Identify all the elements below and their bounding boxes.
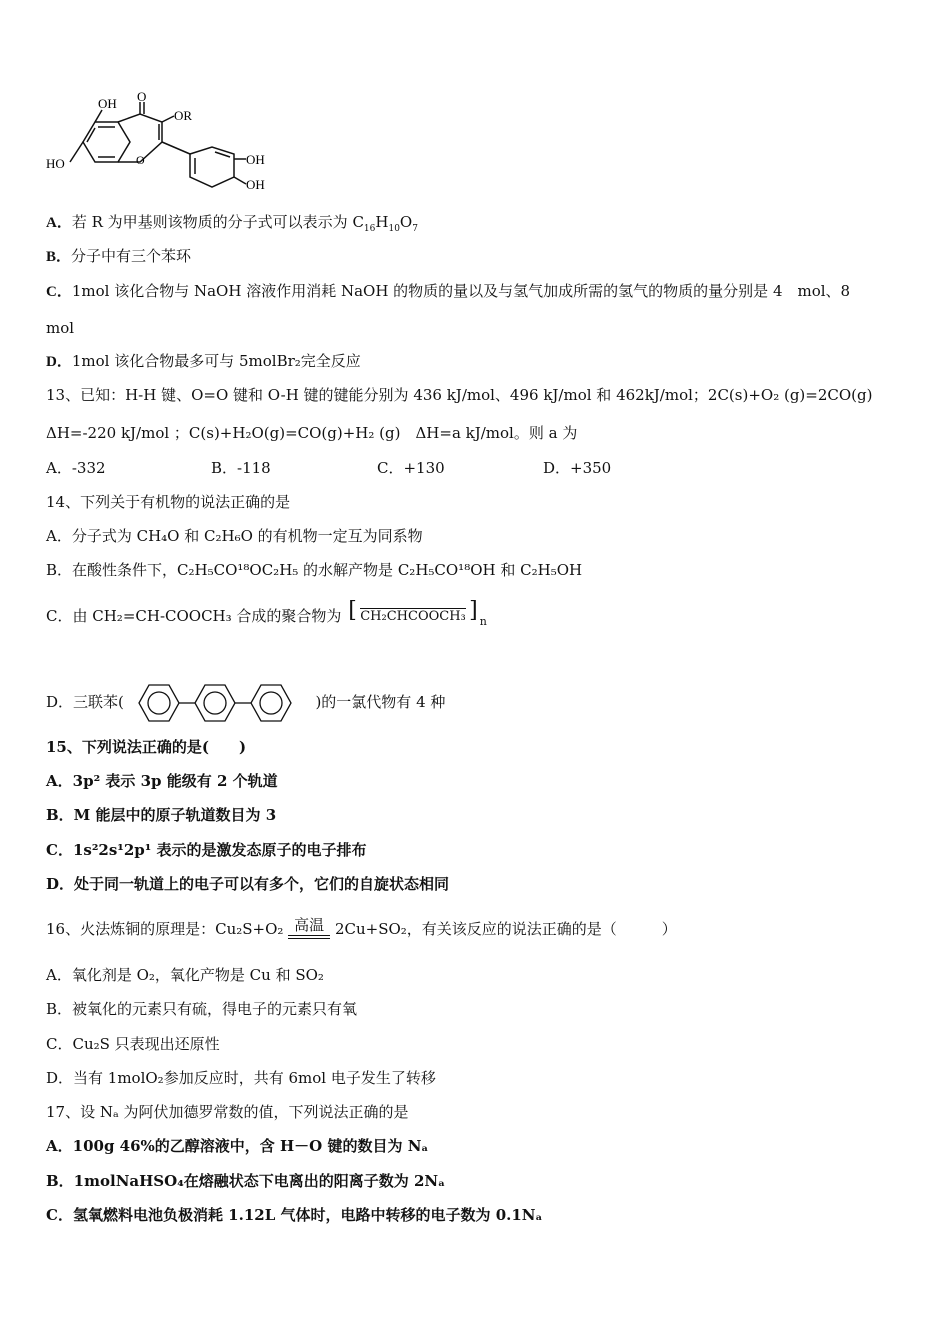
ketone-o-label: O <box>137 92 147 104</box>
polymer-formula: [ CH₂CHCOOCH₃ ] <box>348 598 478 624</box>
q15-stem: 15、下列说法正确的是( ) <box>46 738 247 756</box>
q15-option-a: A．3p² 表示 3p 能级有 2 个轨道 <box>46 772 278 790</box>
ring-o-label: O <box>136 153 145 167</box>
q13-option-c: C．+130 <box>377 459 445 477</box>
q14-option-d: D．三联苯( )的一氯代物有 4 种 <box>46 678 445 728</box>
q15-option-d: D．处于同一轨道上的电子可以有多个，它们的自旋状态相同 <box>46 875 450 893</box>
q13-option-a: A．-332 <box>46 459 106 477</box>
or-label: OR <box>174 108 193 123</box>
q13-option-b: B．-118 <box>211 459 271 477</box>
ho-label: HO <box>46 156 65 171</box>
q12-option-b: B．分子中有三个苯环 <box>46 247 192 265</box>
q13-stem-cont: ΔH=-220 kJ/mol ；C(s)+H₂O(g)=CO(g)+H₂ (g) ΔH=a kJ/mol。则 a 为 <box>46 424 578 442</box>
q15-option-b: B．M 能层中的原子轨道数目为 3 <box>46 806 277 824</box>
q14-option-b: B．在酸性条件下，C₂H₅CO¹⁸OC₂H₅ 的水解产物是 C₂H₅CO¹⁸OH 和 C₂H₅OH <box>46 561 583 579</box>
q12-option-d: D．1mol 该化合物最多可与 5molBr₂完全反应 <box>46 352 361 370</box>
terphenyl-structure <box>129 678 311 728</box>
q14-option-c: C．由 CH₂=CH-COOCH₃ 合成的聚合物为 [ CH₂CHCOOCH₃ ] $_n$ <box>46 598 487 628</box>
q14-option-a: A．分子式为 CH₄O 和 C₂H₆O 的有机物一定互为同系物 <box>46 527 423 545</box>
q17-option-c: C．氢氧燃料电池负极消耗 1.12L 气体时，电路中转移的电子数为 0.1Nₐ <box>46 1206 543 1224</box>
q16-stem: 16、火法炼铜的原理是：Cu₂S+O₂ 高温 2Cu+SO₂，有关该反应的说法正确的是（ ） <box>46 916 677 938</box>
q16-option-c: C．Cu₂S 只表现出还原性 <box>46 1035 220 1053</box>
q13-stem: 13、已知：H-H 键、O=O 键和 O-H 键的键能分别为 436 kJ/mol、496 kJ/mol 和 462kJ/mol；2C(s)+O₂ (g)=2CO(g) <box>46 386 873 404</box>
q12-option-c-continued: mol <box>46 319 75 337</box>
oh-label-right1: OH <box>246 152 265 167</box>
q16-option-b: B．被氧化的元素只有硫，得电子的元素只有氧 <box>46 1000 358 1018</box>
q15-option-c: C．1s²2s¹2p¹ 表示的是激发态原子的电子排布 <box>46 841 367 859</box>
q13-option-d: D．+350 <box>543 459 612 477</box>
q12-option-c: C．1mol 该化合物与 NaOH 溶液作用消耗 NaOH 的物质的量以及与氢气加成所需的氢气的物质的量分别是 4 mol、8 <box>46 282 851 300</box>
q17-option-b: B．1molNaHSO₄在熔融状态下电离出的阳离子数为 2Nₐ <box>46 1172 446 1190</box>
reaction-arrow: 高温 <box>288 921 330 939</box>
flavonoid-structure <box>40 92 280 202</box>
q12-option-a: A．若 R 为甲基则该物质的分子式可以表示为 $C_{16}H_{10}O_7$ <box>46 213 418 234</box>
q17-stem: 17、设 Nₐ 为阿伏加德罗常数的值，下列说法正确的是 <box>46 1103 409 1121</box>
oh-label-top: OH <box>98 96 117 111</box>
q14-stem: 14、下列关于有机物的说法正确的是 <box>46 493 291 511</box>
q16-option-d: D．当有 1molO₂参加反应时，共有 6mol 电子发生了转移 <box>46 1069 436 1087</box>
q17-option-a: A．100g 46%的乙醇溶液中，含 H－O 键的数目为 Nₐ <box>46 1137 429 1155</box>
q16-option-a: A．氧化剂是 O₂，氧化产物是 Cu 和 SO₂ <box>46 966 324 984</box>
oh-label-right2: OH <box>246 177 265 192</box>
